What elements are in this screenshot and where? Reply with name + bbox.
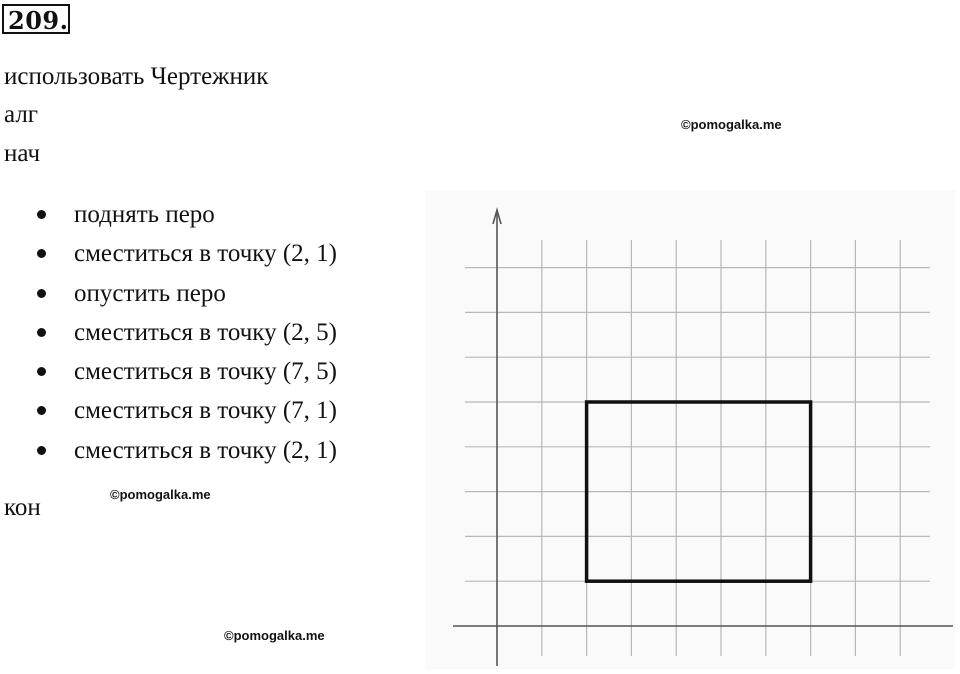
coordinate-grid-figure — [425, 190, 955, 674]
watermark-bottom: ©pomogalka.me — [224, 628, 325, 643]
bullet-icon — [37, 249, 46, 258]
watermark-top-right: ©pomogalka.me — [681, 117, 782, 132]
watermark-middle-left: ©pomogalka.me — [110, 487, 211, 502]
program-step-text: сместиться в точку (7, 5) — [74, 358, 337, 386]
task-number: 209. — [2, 4, 70, 34]
alg-line: алг — [4, 101, 39, 128]
program-step-text: поднять перо — [74, 201, 215, 228]
bullet-icon — [37, 210, 46, 219]
program-step-text: сместиться в точку (2, 5) — [74, 318, 337, 346]
coordinate-grid — [425, 190, 955, 669]
bullet-icon — [37, 406, 46, 415]
bullet-icon — [37, 367, 46, 376]
program-step-text: опустить перо — [74, 279, 226, 307]
end-line: кон — [4, 494, 41, 521]
bullet-icon — [37, 289, 46, 298]
program-step-text: сместиться в точку (7, 1) — [74, 397, 337, 425]
bullet-icon — [37, 328, 46, 337]
program-step-text: сместиться в точку (2, 1) — [74, 436, 337, 464]
figure-background — [425, 190, 955, 669]
bullet-icon — [37, 446, 46, 455]
program-step-text: сместиться в точку (2, 1) — [74, 240, 337, 268]
use-drawer-line: использовать Чертежник — [4, 63, 269, 90]
begin-line: нач — [4, 140, 41, 167]
